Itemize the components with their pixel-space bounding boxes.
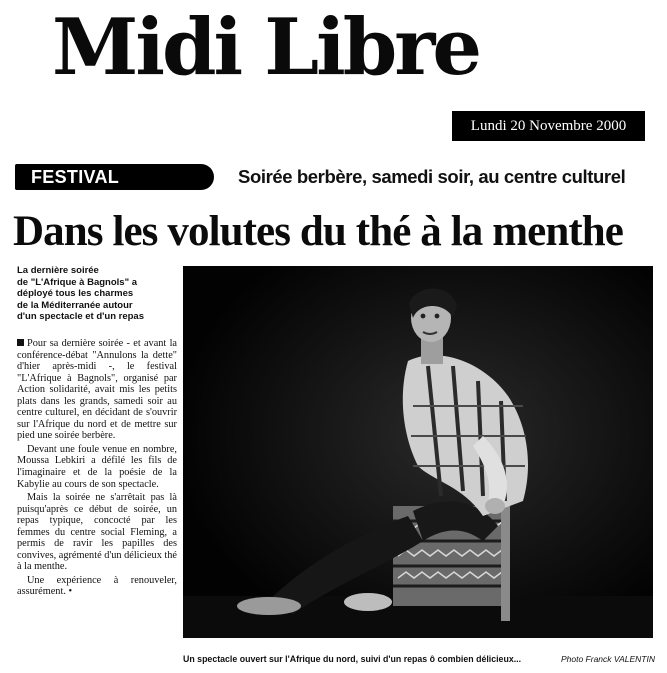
lead-line: de "L'Afrique à Bagnols" a [17, 276, 138, 288]
performer-photo-illustration [183, 266, 653, 638]
photo-caption [183, 652, 655, 666]
date-banner [452, 111, 645, 141]
body-paragraph: Devant une foule venue en nombre, Moussa Lebkiri a défilé les fils de l'imaginaire et de la poésie de la Kabylie au cours de son spectacle. [17, 443, 177, 490]
body-paragraph: Une expérience à renouveler, assurément. • [17, 574, 177, 598]
body-paragraph: Mais la soirée ne s'arrêtait pas là puisqu'après ce début de soirée, un repas typique, concocté par les femmes du centre social Fleming, a permis de ravir les papilles des convives, agrémenté d'un délicieux thé à la menthe. [17, 492, 177, 573]
article-lead [17, 265, 177, 323]
rubric-banner [15, 164, 214, 190]
paragraph-bullet-icon [17, 339, 24, 346]
rubric-label: FESTIVAL [31, 167, 120, 187]
lead-line: d'un spectacle et d'un repas [17, 311, 144, 323]
body-paragraph [17, 338, 177, 442]
article-kicker: Soirée berbère, samedi soir, au centre culturel [238, 166, 626, 187]
lead-line: de la Méditerranée autour [17, 299, 133, 311]
article-photo [183, 266, 653, 638]
newspaper-masthead: Midi Libre [52, 2, 480, 93]
caption-text: Un spectacle ouvert sur l'Afrique du nord, suivi d'un repas ô combien délicieux... [183, 654, 522, 664]
date-text: Lundi 20 Novembre 2000 [470, 117, 627, 134]
article-headline: Dans les volutes du thé à la menthe [13, 208, 623, 255]
lead-line: La dernière soirée [17, 265, 99, 276]
article-body [17, 338, 177, 600]
body-paragraph-text: Pour sa dernière soirée - et avant la conférence-débat "Annulons la dette" d'hier après-midi -, le festival "L'Afrique à Bagnols", organisé par Action solidarité, avait mis les petits plats dans les grands, samedi soir au centre culturel, en décidant de s'ouvrir sur l'Afrique du nord et de mettre sur pied une soirée berbère. [17, 338, 177, 442]
photo-credit: Photo Franck VALENTIN [560, 654, 655, 664]
lead-line: déployé tous les charmes [17, 288, 134, 300]
